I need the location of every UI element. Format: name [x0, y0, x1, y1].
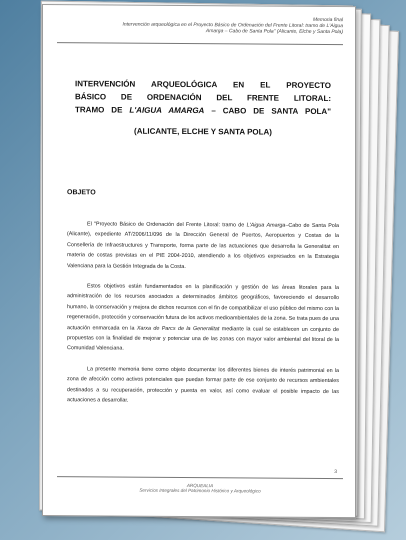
title-text: – CABO DE SANTA POLA"	[204, 106, 331, 117]
page-footer	[57, 482, 343, 495]
italic-text: L'Aigua Amarga	[246, 222, 286, 229]
footer-line: Servicios Integrales del Patrimonio Histórico y Arqueológico	[139, 488, 261, 494]
front-page	[42, 4, 356, 518]
paragraph: La presente memoria tiene como objeto documentar los diferentes bienes de interés patrimonial en la zona de afección como activos potenciales que puedan formar parte de ese conjunto de recursos ambientales destinados a su recuperación, protección y puesta en valor, así como evaluar el posible impacto de las actuaciones a desarrollar.	[67, 366, 339, 404]
paragraph-text: –Cabo de Santa Pola (Alicante), expediente AT/2006/11/096 de la Dirección General de Puertos, Aeropuertos y Costas de la Consellería de Infraestructures y Transporte, forma parte de las actuaciones que desarrolla la Generalitat en materia de costas previstas en el PIE 2004-2010, atendiendo a los objetivos expresados en la Estrategia Valenciana para la Gestión Integrada de la Costa.	[67, 222, 339, 270]
header-line: Memoria final	[312, 16, 343, 24]
paragraph-text: El "Proyecto Básico de Ordenación del Frente Litoral: tramo de	[87, 221, 247, 229]
paragraph	[67, 281, 339, 356]
title-italic-text: L'AIGUA AMARGA	[129, 105, 205, 116]
title-text: TRAMO DE	[75, 105, 130, 115]
italic-text: Xarxa de Parcs de la Generalitat	[136, 325, 220, 332]
title-line: BÁSICO DE ORDENACIÓN DEL FRENTE LITORAL:	[75, 92, 331, 104]
page-header	[93, 15, 343, 35]
header-line: Intervención arqueológica en el Proyecto Básico de Ordenación del Frente Litoral: tramo de L'Aigua	[122, 21, 343, 30]
footer-line: ARQUEALIA	[186, 482, 214, 489]
title-line	[75, 103, 331, 118]
title-line: INTERVENCIÓN ARQUEOLÓGICA EN EL PROYECTO	[75, 79, 331, 91]
paragraph-text: mediante la cual se establecen un conjunto de propuestas con la finalidad de mejorar y potenciar una de las zonas con mayor valor ambiental del litoral de la Comunidad Valenciana.	[67, 325, 339, 353]
header-line: Amarga – Cabo de Santa Pola" (Alicante, Elche y Santa Pola)	[205, 28, 343, 36]
paragraph-text: Estos objetivos están fundamentados en la planificación y gestión de las áreas litorales para la administración de los recursos asociados a determinados ámbitos geográficos, favoreciendo el desarrollo humano, la conservación y mejora de dichos recursos con el fin de compatibilizar el uso público del mismo con la regeneración, protección y conservación futura de los activos medioambientales de la zona. Se trata pues de una actuación enmarcada en la	[67, 283, 339, 332]
document-subtitle: (ALICANTE, ELCHE Y SANTA POLA)	[134, 126, 272, 137]
footer-divider	[57, 476, 343, 479]
header-divider	[57, 42, 343, 45]
section-heading: OBJETO	[67, 189, 96, 197]
body-text	[67, 219, 339, 417]
page-number: 3	[334, 469, 337, 476]
paragraph	[67, 219, 339, 273]
document-title	[75, 77, 331, 118]
